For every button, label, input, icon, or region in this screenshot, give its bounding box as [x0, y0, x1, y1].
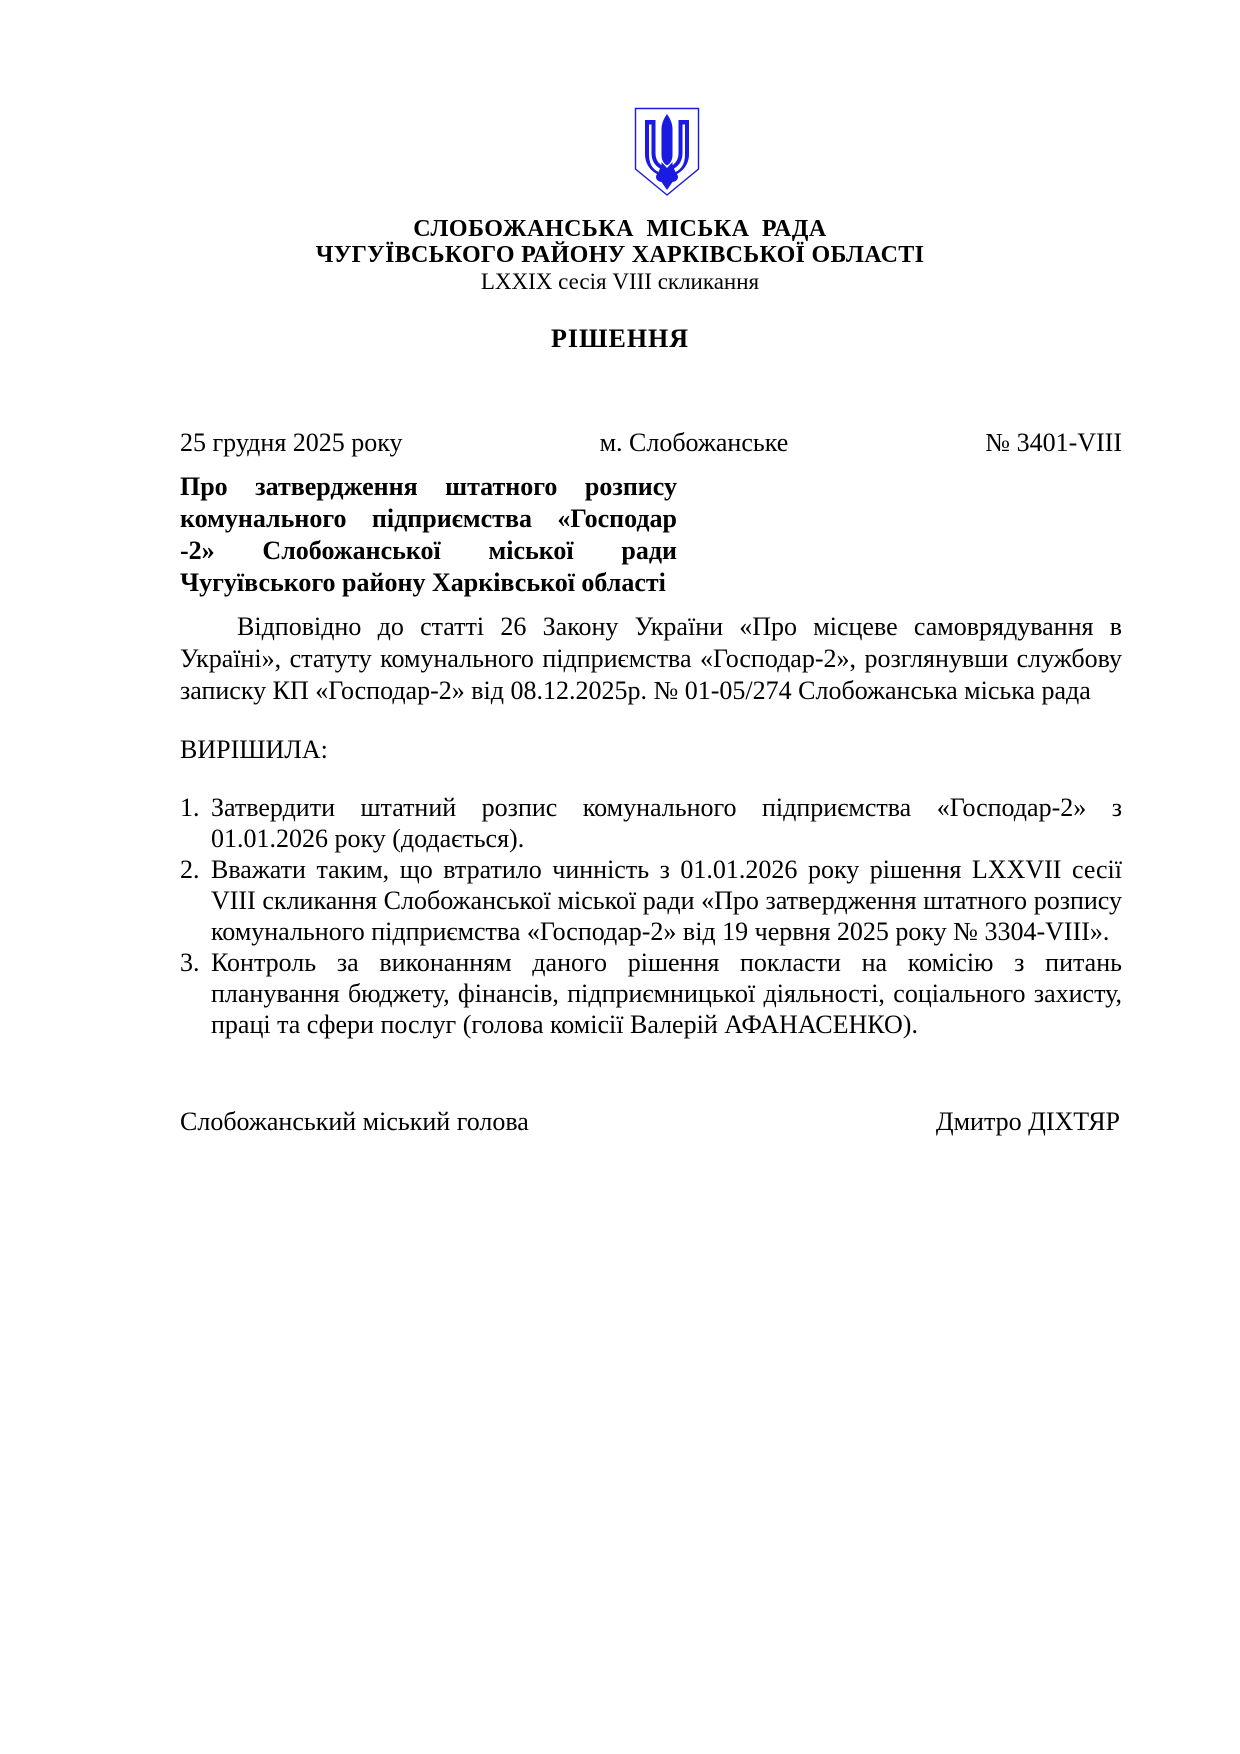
item-2-text: Вважати таким, що втратило чинність з 01.01.2026 року рішення LXXVII сесії VIII скликання Слобожанської міської ради «Про затвердження штатного розпису комунального підприємства «Господар-2» від 19 червня 2025 року № 3304-VIII». — [211, 855, 1122, 946]
decision-items-list — [180, 792, 1122, 1040]
decision-item-2 — [180, 854, 1122, 947]
item-1-text: Затвердити штатний розпис комунального підприємства «Господар-2» з 01.01.2026 року (додається). — [211, 793, 1122, 853]
council-region: ЧУГУЇВСЬКОГО РАЙОНУ ХАРКІВСЬКОЇ ОБЛАСТІ — [315, 242, 925, 268]
signatory-name: Дмитро ДІХТЯР — [935, 1107, 1120, 1136]
decision-item-3 — [180, 947, 1122, 1040]
meta-row — [180, 427, 1122, 459]
decision-number: № 3401-VIII — [985, 428, 1122, 457]
item-3-number: 3. — [180, 948, 200, 977]
preamble-paragraph: Відповідно до статті 26 Закону України «Про місцеве самоврядування в Україні», статуту комунального підприємства «Господар-2», розглянувши службову записку КП «Господар-2» від 08.12.2025р. № 01-05/274 Слобожанська міська рада — [180, 612, 1122, 705]
council-name: СЛОБОЖАНСЬКА МІСЬКА РАДА — [413, 216, 827, 242]
subject-paragraph: Про затвердження штатного розпису комунального підприємства «Господар -2» Слобожанської міської ради Чугуївського району Харківської області — [180, 472, 677, 597]
session-line: LXXIX сесія VIII скликання — [480, 269, 760, 294]
issuing-authority-block — [0, 216, 1240, 295]
ukraine-trident-icon — [633, 106, 701, 198]
item-2-number: 2. — [180, 855, 200, 884]
signature-row — [180, 1106, 1120, 1138]
coat-of-arms-emblem — [0, 0, 1240, 198]
document-type-title: РІШЕННЯ — [550, 324, 690, 353]
resolved-label: ВИРІШИЛА: — [180, 735, 328, 764]
decision-place: м. Слобожанське — [599, 428, 789, 457]
item-3-text: Контроль за виконанням даного рішення покласти на комісію з питань планування бюджету, фінансів, підприємницької діяльності, соціального захисту, праці та сфери послуг (голова комісії Валерій АФАНАСЕНКО). — [211, 948, 1122, 1039]
decision-date: 25 грудня 2025 року — [180, 428, 403, 457]
decision-item-1 — [180, 792, 1122, 854]
item-1-number: 1. — [180, 793, 200, 822]
signatory-title: Слобожанський міський голова — [180, 1107, 529, 1136]
